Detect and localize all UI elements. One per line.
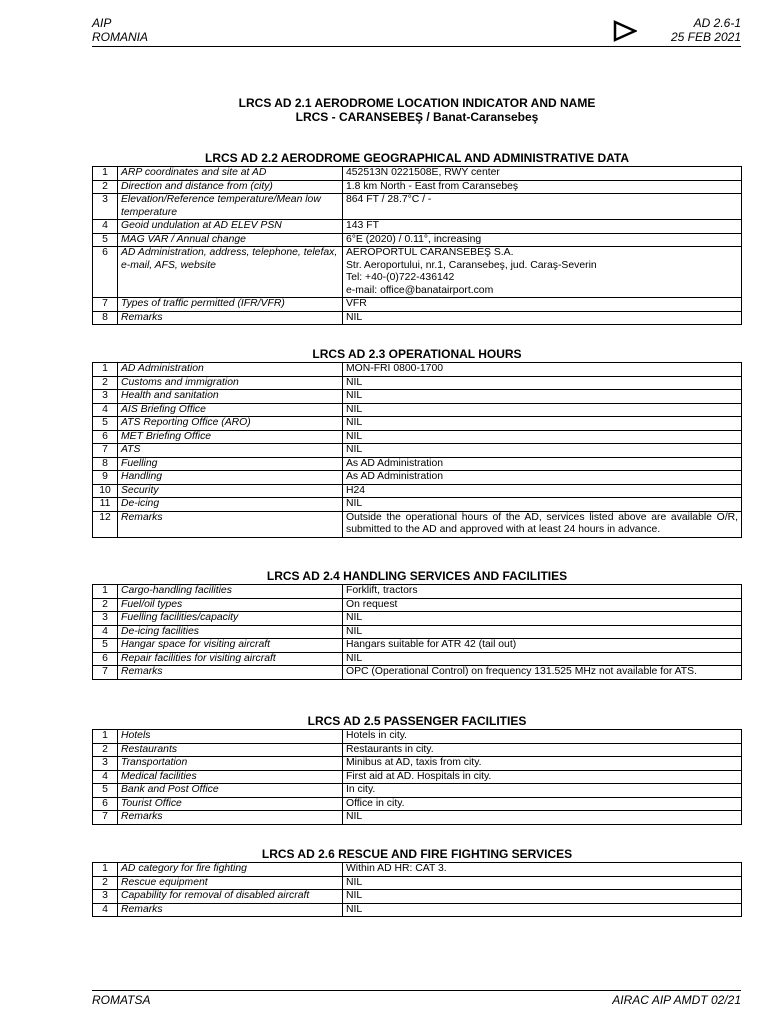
row-value: Hotels in city. bbox=[343, 730, 742, 744]
page-header bbox=[92, 16, 741, 47]
row-item: Cargo-handling facilities bbox=[118, 585, 343, 599]
table-row bbox=[93, 167, 742, 181]
row-item: Types of traffic permitted (IFR/VFR) bbox=[118, 298, 343, 312]
aerodrome-name: LRCS - CARANSEBEŞ / Banat-Caransebeş bbox=[295, 110, 539, 124]
row-number: 3 bbox=[93, 390, 118, 404]
row-number: 2 bbox=[93, 876, 118, 890]
row-item: MAG VAR / Annual change bbox=[118, 233, 343, 247]
row-number: 6 bbox=[93, 652, 118, 666]
table-row bbox=[93, 598, 742, 612]
row-item: Security bbox=[118, 484, 343, 498]
row-number: 3 bbox=[93, 890, 118, 904]
row-value-line: 1.8 km North - East from Caransebeş bbox=[346, 180, 519, 192]
table-row bbox=[93, 811, 742, 825]
row-value-line: Tel: +40-(0)722-436142 bbox=[346, 272, 455, 283]
table-row bbox=[93, 233, 742, 247]
row-number: 1 bbox=[93, 863, 118, 877]
row-number: 1 bbox=[93, 585, 118, 599]
table-row bbox=[93, 311, 742, 325]
table-row bbox=[93, 770, 742, 784]
row-value: Restaurants in city. bbox=[343, 743, 742, 757]
row-value-line: 143 FT bbox=[346, 220, 379, 231]
row-value: NIL bbox=[343, 430, 742, 444]
table-row bbox=[93, 666, 742, 680]
row-value: NIL bbox=[343, 376, 742, 390]
row-value bbox=[343, 311, 742, 325]
row-number: 5 bbox=[93, 639, 118, 653]
row-number: 5 bbox=[93, 417, 118, 431]
row-item: Hangar space for visiting aircraft bbox=[118, 639, 343, 653]
row-number: 5 bbox=[93, 784, 118, 798]
row-item: ARP coordinates and site at AD bbox=[118, 167, 343, 181]
row-item: Bank and Post Office bbox=[118, 784, 343, 798]
row-value: NIL bbox=[343, 390, 742, 404]
row-number: 3 bbox=[93, 194, 118, 220]
header-date: 25 FEB 2021 bbox=[670, 30, 741, 44]
section-25 bbox=[92, 715, 742, 825]
handling-services-table bbox=[92, 584, 742, 680]
row-number: 4 bbox=[93, 903, 118, 917]
row-value-line: 864 FT / 28.7°C / - bbox=[346, 194, 432, 205]
table-row bbox=[93, 757, 742, 771]
row-item: Handling bbox=[118, 471, 343, 485]
row-value: NIL bbox=[343, 612, 742, 626]
row-number: 4 bbox=[93, 220, 118, 234]
row-number: 12 bbox=[93, 511, 118, 537]
row-value bbox=[343, 194, 742, 220]
row-item: Customs and immigration bbox=[118, 376, 343, 390]
section-23 bbox=[92, 348, 742, 538]
row-value: NIL bbox=[343, 876, 742, 890]
section-22 bbox=[92, 152, 742, 325]
table-row bbox=[93, 390, 742, 404]
row-number: 8 bbox=[93, 311, 118, 325]
row-number: 7 bbox=[93, 444, 118, 458]
table-row bbox=[93, 652, 742, 666]
table-row bbox=[93, 511, 742, 537]
row-number: 6 bbox=[93, 247, 118, 298]
table-row bbox=[93, 639, 742, 653]
row-item: Repair facilities for visiting aircraft bbox=[118, 652, 343, 666]
row-value: Within AD HR: CAT 3. bbox=[343, 863, 742, 877]
table-row bbox=[93, 194, 742, 220]
row-value: Office in city. bbox=[343, 797, 742, 811]
row-number: 7 bbox=[93, 298, 118, 312]
row-item: ATS Reporting Office (ARO) bbox=[118, 417, 343, 431]
row-number: 10 bbox=[93, 484, 118, 498]
table-row bbox=[93, 743, 742, 757]
row-value bbox=[343, 180, 742, 194]
row-value-line: Str. Aeroportului, nr.1, Caransebeş, jud. Caraş-Severin bbox=[346, 259, 597, 271]
row-item: Remarks bbox=[118, 903, 343, 917]
row-item: Hotels bbox=[118, 730, 343, 744]
section-24 bbox=[92, 570, 742, 680]
row-value: NIL bbox=[343, 498, 742, 512]
row-number: 3 bbox=[93, 757, 118, 771]
row-value bbox=[343, 298, 742, 312]
table-row bbox=[93, 430, 742, 444]
row-item: AIS Briefing Office bbox=[118, 403, 343, 417]
row-item: Tourist Office bbox=[118, 797, 343, 811]
row-value: As AD Administration bbox=[343, 471, 742, 485]
table-row bbox=[93, 612, 742, 626]
row-value: NIL bbox=[343, 417, 742, 431]
row-item: MET Briefing Office bbox=[118, 430, 343, 444]
table-row bbox=[93, 444, 742, 458]
row-value-line: 6°E (2020) / 0.11°, increasing bbox=[346, 233, 482, 245]
row-number: 1 bbox=[93, 730, 118, 744]
aerodrome-indicator-heading: LRCS AD 2.1 AERODROME LOCATION INDICATOR AND NAME bbox=[238, 96, 596, 110]
row-item: De-icing bbox=[118, 498, 343, 512]
row-value: MON-FRI 0800-1700 bbox=[343, 363, 742, 377]
row-value: Outside the operational hours of the AD, services listed above are available O/R, submitted to the AD and approved with at least 24 hours in advance. bbox=[343, 511, 742, 537]
header-left bbox=[92, 16, 148, 44]
row-item: AD Administration, address, telephone, telefax, e-mail, AFS, website bbox=[118, 247, 343, 298]
row-number: 2 bbox=[93, 598, 118, 612]
row-number: 6 bbox=[93, 797, 118, 811]
row-number: 11 bbox=[93, 498, 118, 512]
row-item: Elevation/Reference temperature/Mean low temperature bbox=[118, 194, 343, 220]
footer-publisher: ROMATSA bbox=[92, 993, 151, 1007]
row-value: NIL bbox=[343, 903, 742, 917]
row-value: H24 bbox=[343, 484, 742, 498]
table-row bbox=[93, 876, 742, 890]
row-number: 1 bbox=[93, 363, 118, 377]
row-number: 2 bbox=[93, 743, 118, 757]
row-item: AD Administration bbox=[118, 363, 343, 377]
row-item: Fuelling bbox=[118, 457, 343, 471]
row-item: Remarks bbox=[118, 511, 343, 537]
section-24-title: LRCS AD 2.4 HANDLING SERVICES AND FACILITIES bbox=[266, 569, 568, 583]
header-page-number: AD 2.6-1 bbox=[693, 16, 741, 30]
page-direction-arrow-icon bbox=[613, 20, 637, 42]
row-item: Rescue equipment bbox=[118, 876, 343, 890]
row-number: 8 bbox=[93, 457, 118, 471]
table-row bbox=[93, 890, 742, 904]
row-value: OPC (Operational Control) on frequency 131.525 MHz not available for ATS. bbox=[343, 666, 742, 680]
table-row bbox=[93, 498, 742, 512]
row-number: 2 bbox=[93, 376, 118, 390]
row-item: Fuelling facilities/capacity bbox=[118, 612, 343, 626]
row-number: 4 bbox=[93, 625, 118, 639]
table-row bbox=[93, 903, 742, 917]
header-country: ROMANIA bbox=[92, 30, 149, 44]
operational-hours-table bbox=[92, 362, 742, 538]
table-row bbox=[93, 363, 742, 377]
row-value bbox=[343, 247, 742, 298]
row-value-line: VFR bbox=[346, 298, 367, 309]
header-aip: AIP bbox=[92, 16, 112, 30]
table-row bbox=[93, 403, 742, 417]
footer-amendment: AIRAC AIP AMDT 02/21 bbox=[612, 993, 741, 1007]
row-value bbox=[343, 167, 742, 181]
row-number: 9 bbox=[93, 471, 118, 485]
row-item: Capability for removal of disabled aircraft bbox=[118, 890, 343, 904]
table-row bbox=[93, 471, 742, 485]
row-value: First aid at AD. Hospitals in city. bbox=[343, 770, 742, 784]
section-26-title: LRCS AD 2.6 RESCUE AND FIRE FIGHTING SERVICES bbox=[261, 847, 573, 861]
page-footer bbox=[92, 990, 741, 1015]
row-item: Remarks bbox=[118, 311, 343, 325]
table-row bbox=[93, 484, 742, 498]
row-number: 2 bbox=[93, 180, 118, 194]
row-number: 4 bbox=[93, 770, 118, 784]
row-value-line: AEROPORTUL CARANSEBEŞ S.A. bbox=[346, 247, 514, 258]
row-value: Hangars suitable for ATR 42 (tail out) bbox=[343, 639, 742, 653]
row-value-line: 452513N 0221508E, RWY center bbox=[346, 167, 500, 178]
table-row bbox=[93, 863, 742, 877]
header-right bbox=[671, 16, 741, 44]
table-row bbox=[93, 730, 742, 744]
row-value: Forklift, tractors bbox=[343, 585, 742, 599]
row-item: Remarks bbox=[118, 811, 343, 825]
geo-admin-table bbox=[92, 166, 742, 325]
rescue-fire-table bbox=[92, 862, 742, 917]
section-26 bbox=[92, 848, 742, 917]
row-item: Transportation bbox=[118, 757, 343, 771]
row-value-line: NIL bbox=[346, 311, 363, 323]
table-row bbox=[93, 298, 742, 312]
row-number: 4 bbox=[93, 403, 118, 417]
section-21-title bbox=[92, 96, 742, 124]
row-value: As AD Administration bbox=[343, 457, 742, 471]
row-value: In city. bbox=[343, 784, 742, 798]
row-value-line: e-mail: office@banatairport.com bbox=[346, 284, 494, 296]
row-item: ATS bbox=[118, 444, 343, 458]
row-number: 7 bbox=[93, 666, 118, 680]
row-number: 5 bbox=[93, 233, 118, 247]
table-row bbox=[93, 220, 742, 234]
table-row bbox=[93, 797, 742, 811]
row-value: NIL bbox=[343, 444, 742, 458]
table-row bbox=[93, 585, 742, 599]
row-value: Minibus at AD, taxis from city. bbox=[343, 757, 742, 771]
row-value: On request bbox=[343, 598, 742, 612]
section-22-title: LRCS AD 2.2 AERODROME GEOGRAPHICAL AND ADMINISTRATIVE DATA bbox=[204, 151, 629, 165]
table-row bbox=[93, 457, 742, 471]
row-value: NIL bbox=[343, 890, 742, 904]
row-item: Fuel/oil types bbox=[118, 598, 343, 612]
table-row bbox=[93, 247, 742, 298]
row-value bbox=[343, 220, 742, 234]
row-item: AD category for fire fighting bbox=[118, 863, 343, 877]
row-item: Direction and distance from (city) bbox=[118, 180, 343, 194]
row-item: Geoid undulation at AD ELEV PSN bbox=[118, 220, 343, 234]
section-25-title: LRCS AD 2.5 PASSENGER FACILITIES bbox=[307, 714, 527, 728]
table-row bbox=[93, 376, 742, 390]
row-number: 1 bbox=[93, 167, 118, 181]
row-item: Remarks bbox=[118, 666, 343, 680]
row-item: Health and sanitation bbox=[118, 390, 343, 404]
section-23-title: LRCS AD 2.3 OPERATIONAL HOURS bbox=[312, 347, 522, 361]
table-row bbox=[93, 180, 742, 194]
row-number: 6 bbox=[93, 430, 118, 444]
row-value: NIL bbox=[343, 811, 742, 825]
table-row bbox=[93, 784, 742, 798]
row-value: NIL bbox=[343, 403, 742, 417]
passenger-facilities-table bbox=[92, 729, 742, 825]
row-number: 7 bbox=[93, 811, 118, 825]
row-item: De-icing facilities bbox=[118, 625, 343, 639]
row-value bbox=[343, 233, 742, 247]
row-value: NIL bbox=[343, 625, 742, 639]
row-number: 3 bbox=[93, 612, 118, 626]
table-row bbox=[93, 417, 742, 431]
row-item: Medical facilities bbox=[118, 770, 343, 784]
row-value: NIL bbox=[343, 652, 742, 666]
table-row bbox=[93, 625, 742, 639]
row-item: Restaurants bbox=[118, 743, 343, 757]
